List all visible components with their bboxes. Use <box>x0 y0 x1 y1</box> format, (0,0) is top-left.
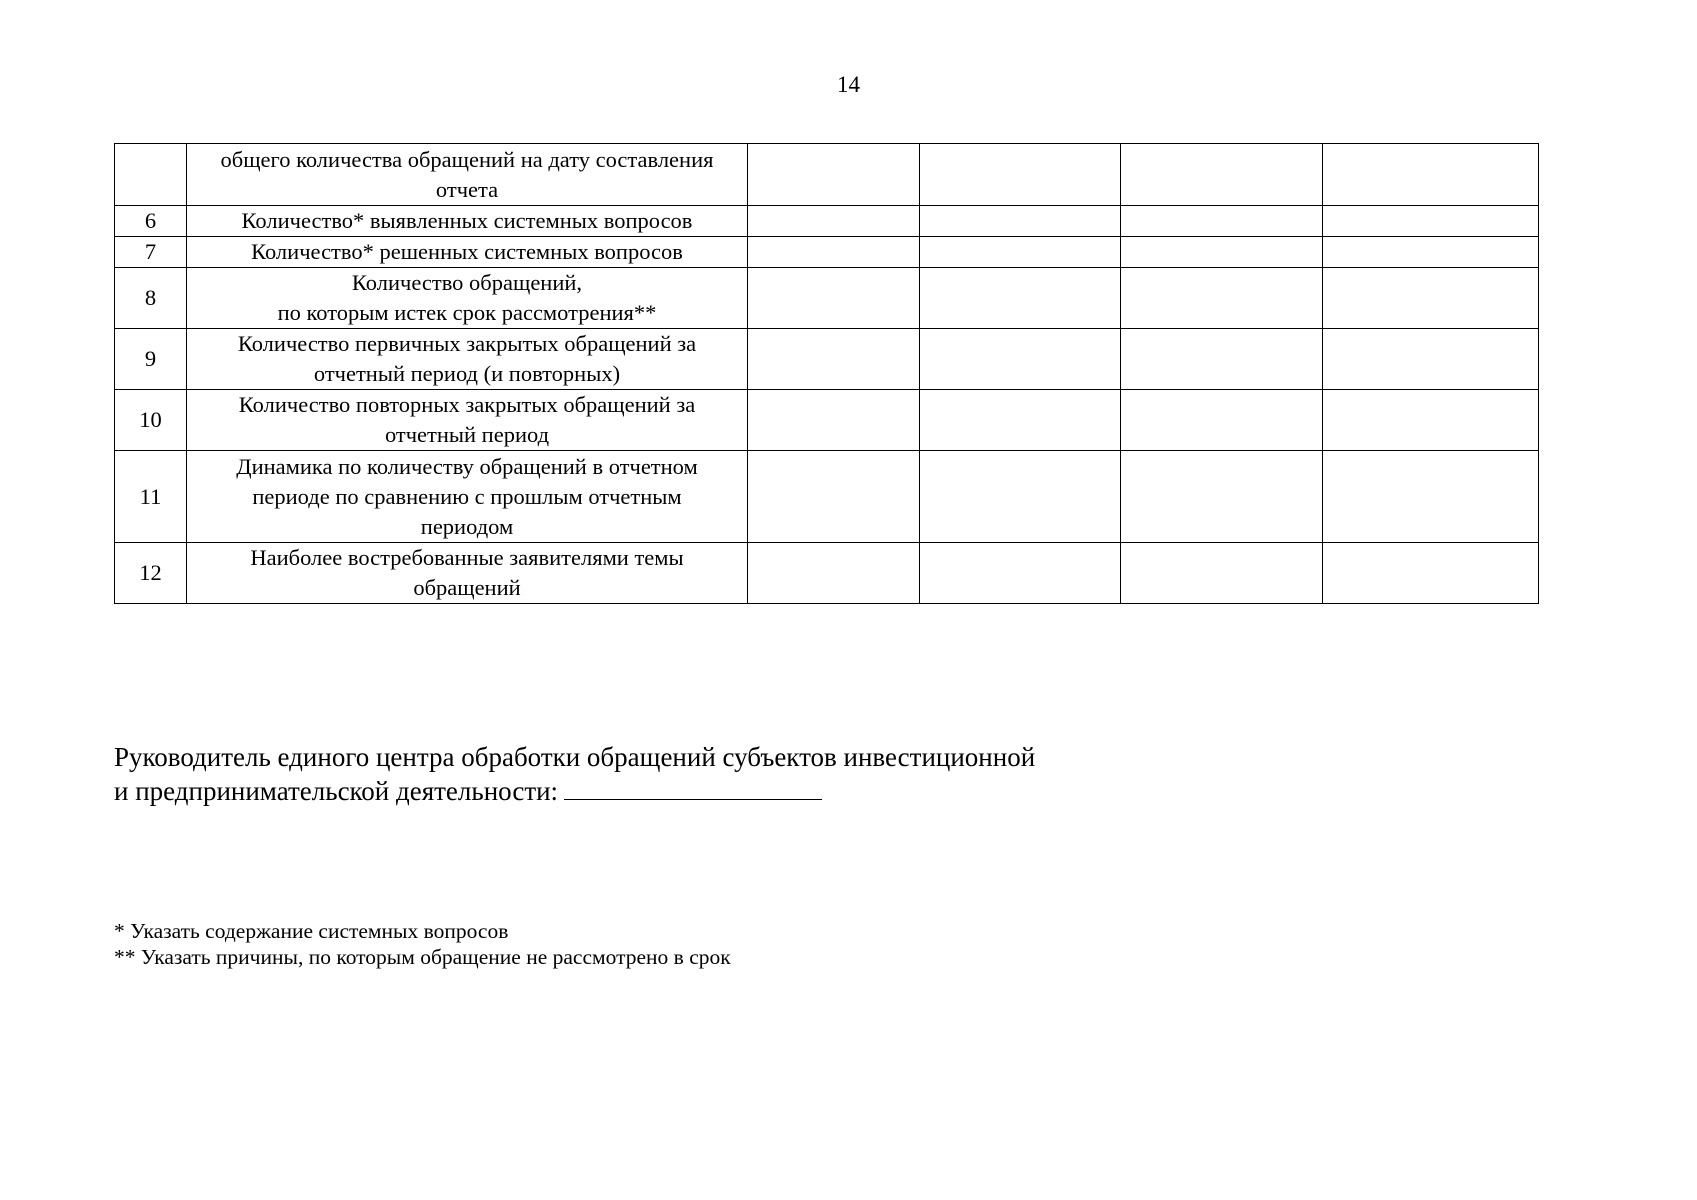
footnote-2: ** Указать причины, по которым обращение не рассмотрено в срок <box>114 945 731 969</box>
value-cell <box>748 329 920 390</box>
row-indicator: Количество* решенных системных вопросов <box>187 237 748 268</box>
footnotes <box>114 918 731 970</box>
value-cell <box>920 390 1121 451</box>
row-number: 11 <box>115 451 187 543</box>
value-cell <box>920 144 1121 206</box>
table-row <box>115 329 1539 390</box>
value-cell <box>920 268 1121 329</box>
value-cell <box>1323 543 1539 604</box>
signature-title-line2 <box>114 774 1314 808</box>
table-row <box>115 144 1539 206</box>
row-indicator: Количество первичных закрытых обращений за отчетный период (и повторных) <box>187 329 748 390</box>
table-row <box>115 543 1539 604</box>
value-cell <box>920 206 1121 237</box>
value-cell <box>920 451 1121 543</box>
signature-block <box>114 740 1314 808</box>
value-cell <box>1121 451 1323 543</box>
signature-blank-line <box>564 775 822 800</box>
value-cell <box>1323 451 1539 543</box>
report-table <box>114 143 1539 604</box>
row-number: 10 <box>115 390 187 451</box>
value-cell <box>1323 329 1539 390</box>
row-indicator: общего количества обращений на дату составления отчета <box>187 144 748 206</box>
value-cell <box>1323 268 1539 329</box>
value-cell <box>748 144 920 206</box>
row-indicator: Наиболее востребованные заявителями темы обращений <box>187 543 748 604</box>
row-indicator: Количество повторных закрытых обращений за отчетный период <box>187 390 748 451</box>
value-cell <box>1323 144 1539 206</box>
page-number: 14 <box>837 72 860 97</box>
table-row <box>115 390 1539 451</box>
footnote-1: * Указать содержание системных вопросов <box>114 919 509 943</box>
value-cell <box>748 451 920 543</box>
row-number: 6 <box>115 206 187 237</box>
row-indicator: Количество обращений, по которым истек срок рассмотрения** <box>187 268 748 329</box>
row-indicator: Количество* выявленных системных вопросов <box>187 206 748 237</box>
row-indicator: Динамика по количеству обращений в отчетном периоде по сравнению с прошлым отчетным периодом <box>187 451 748 543</box>
value-cell <box>1121 206 1323 237</box>
row-number: 12 <box>115 543 187 604</box>
value-cell <box>1121 144 1323 206</box>
value-cell <box>1323 206 1539 237</box>
table-row <box>115 206 1539 237</box>
value-cell <box>1121 268 1323 329</box>
value-cell <box>748 268 920 329</box>
value-cell <box>748 206 920 237</box>
table-row <box>115 451 1539 543</box>
value-cell <box>748 543 920 604</box>
value-cell <box>920 237 1121 268</box>
signature-title-text: и предпринимательской деятельности: <box>114 776 559 806</box>
row-number <box>115 144 187 206</box>
table-row <box>115 268 1539 329</box>
value-cell <box>1121 237 1323 268</box>
value-cell <box>1323 390 1539 451</box>
value-cell <box>920 543 1121 604</box>
value-cell <box>1323 237 1539 268</box>
row-number: 7 <box>115 237 187 268</box>
row-number: 8 <box>115 268 187 329</box>
value-cell <box>748 390 920 451</box>
value-cell <box>920 329 1121 390</box>
table-row <box>115 237 1539 268</box>
value-cell <box>748 237 920 268</box>
signature-title-line1: Руководитель единого центра обработки обращений субъектов инвестиционной <box>114 742 1036 772</box>
value-cell <box>1121 329 1323 390</box>
value-cell <box>1121 543 1323 604</box>
value-cell <box>1121 390 1323 451</box>
row-number: 9 <box>115 329 187 390</box>
